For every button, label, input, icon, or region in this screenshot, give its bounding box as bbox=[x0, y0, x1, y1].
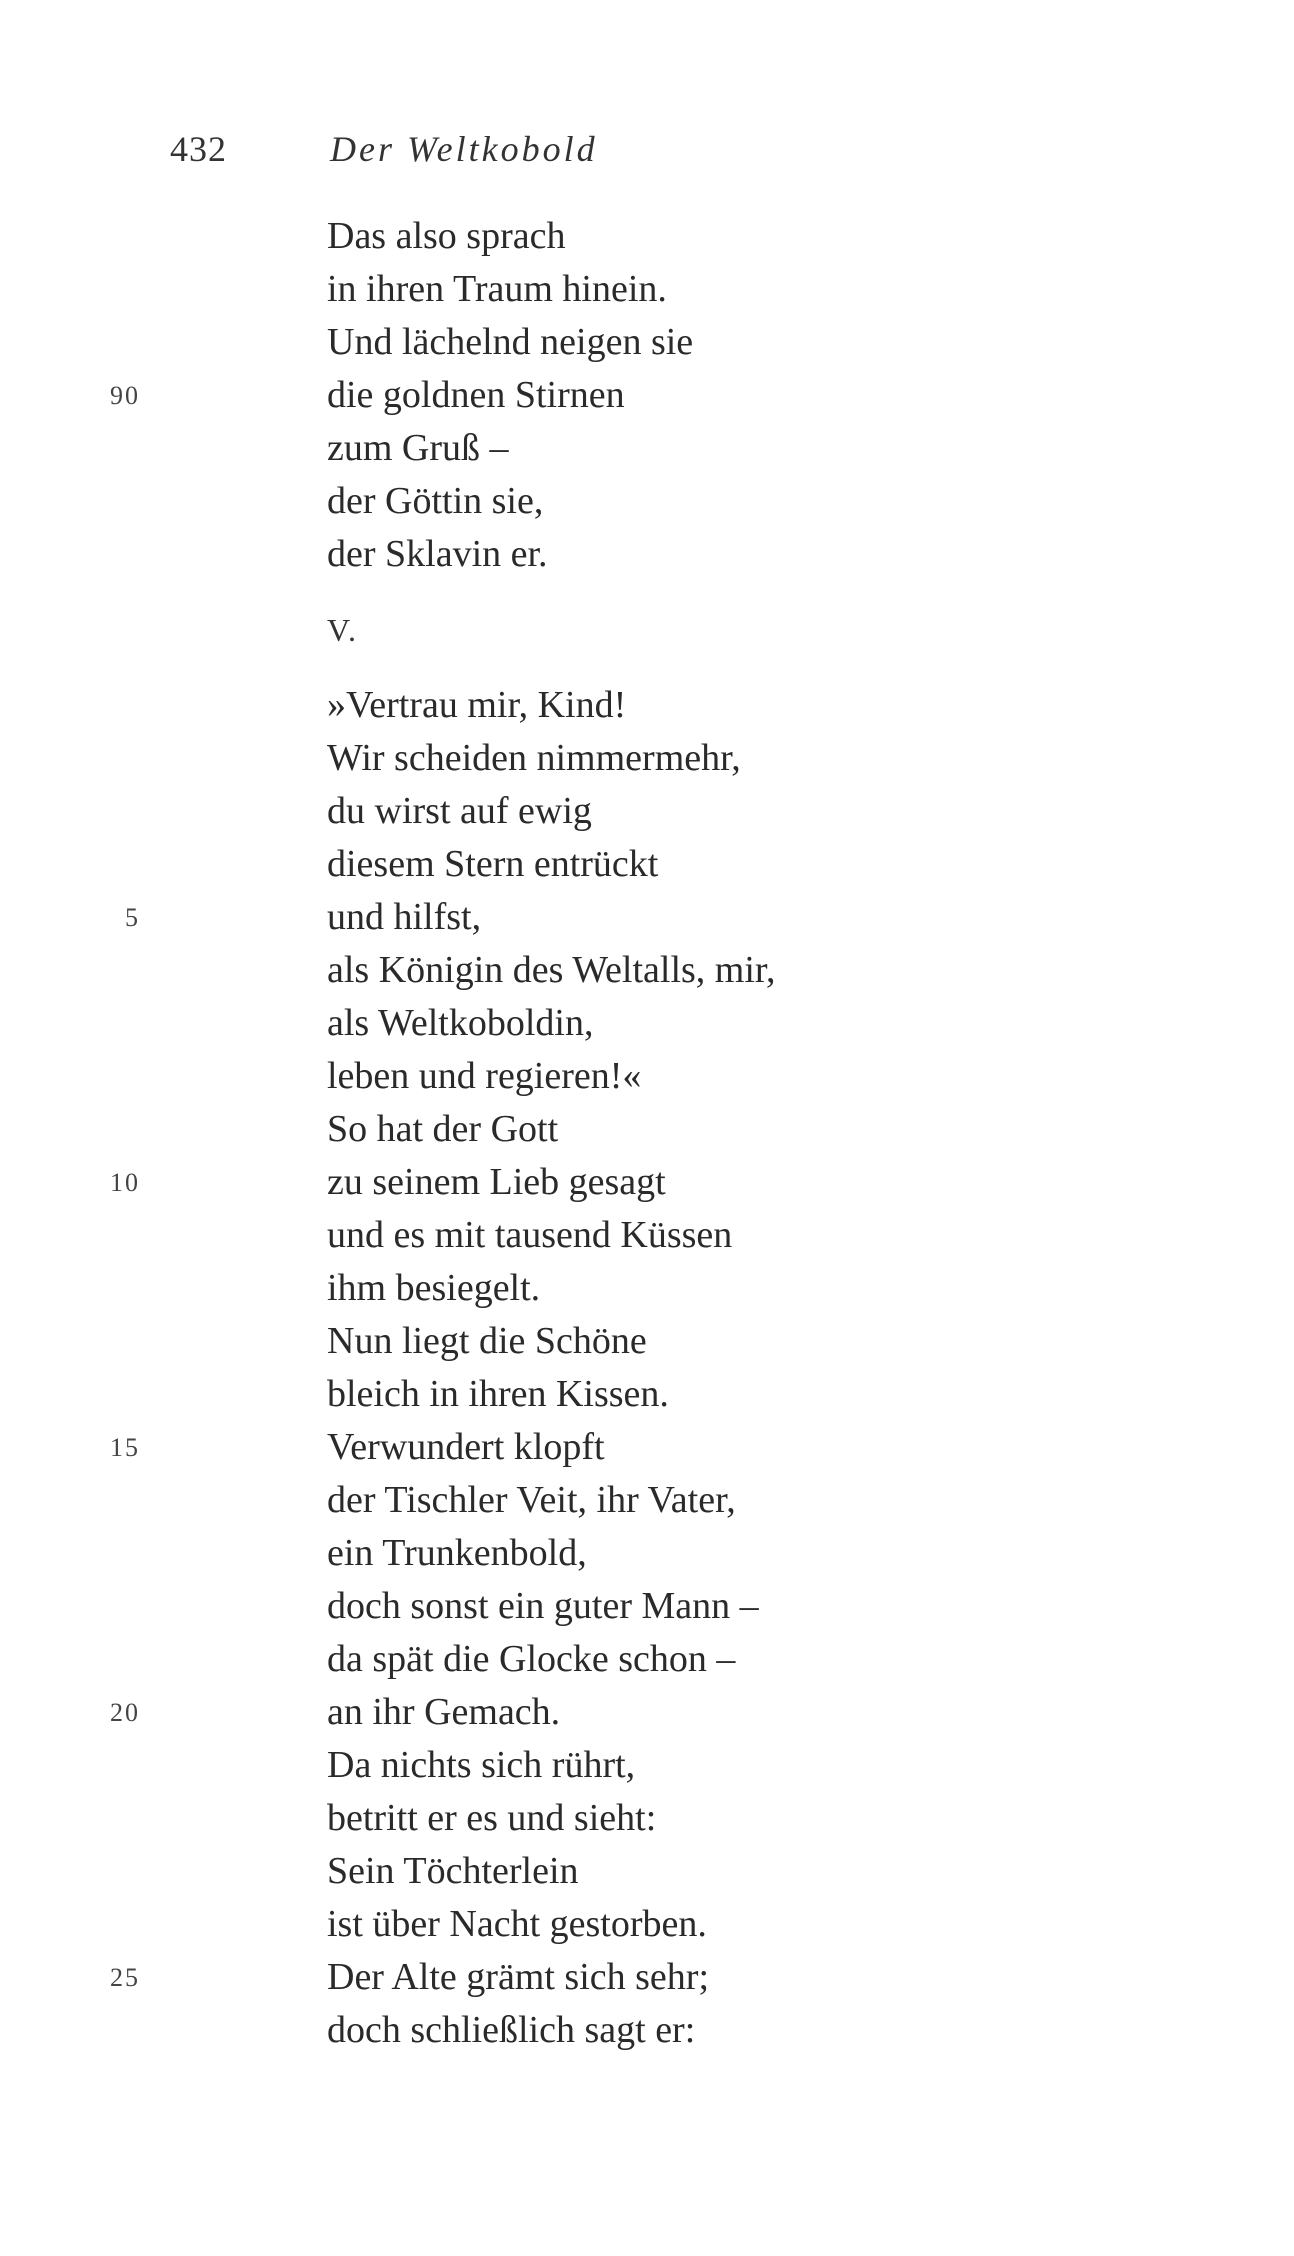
verse-line bbox=[0, 2004, 1294, 2057]
verse-line bbox=[0, 369, 1294, 422]
verse-text: ihm besiegelt. bbox=[327, 1267, 541, 1309]
verse-text: an ihr Gemach. bbox=[327, 1691, 561, 1733]
verse-text: der Sklavin er. bbox=[327, 533, 548, 575]
verse-line bbox=[0, 732, 1294, 785]
verse-text: der Tischler Veit, ihr Vater, bbox=[327, 1479, 736, 1521]
verse-text: als Weltkoboldin, bbox=[327, 1002, 594, 1044]
verse-text: die goldnen Stirnen bbox=[327, 374, 625, 416]
verse-text: ein Trunkenbold, bbox=[327, 1532, 587, 1574]
verse-line bbox=[0, 1209, 1294, 1262]
verse-line bbox=[0, 1421, 1294, 1474]
verse-text: und es mit tausend Küssen bbox=[327, 1214, 733, 1256]
verse-text: diesem Stern entrückt bbox=[327, 843, 659, 885]
verse-line bbox=[0, 1951, 1294, 2004]
verse-text: »Vertrau mir, Kind! bbox=[327, 684, 627, 726]
verse-text: betritt er es und sieht: bbox=[327, 1797, 657, 1839]
verse-line bbox=[0, 1156, 1294, 1209]
verse-line bbox=[0, 679, 1294, 732]
verse-line bbox=[0, 997, 1294, 1050]
verse-line bbox=[0, 1580, 1294, 1633]
verse-text: zum Gruß – bbox=[327, 427, 509, 469]
verse-line bbox=[0, 944, 1294, 997]
verse-text: doch sonst ein guter Mann – bbox=[327, 1585, 759, 1627]
line-number: 90 bbox=[110, 381, 140, 410]
verse-line bbox=[0, 1368, 1294, 1421]
verse-line bbox=[0, 210, 1294, 263]
verse-text: bleich in ihren Kissen. bbox=[327, 1373, 669, 1415]
verse-line bbox=[0, 1845, 1294, 1898]
running-head bbox=[0, 128, 1294, 188]
verse-text: ist über Nacht gestorben. bbox=[327, 1903, 707, 1945]
verse-text: der Göttin sie, bbox=[327, 480, 544, 522]
verse-text: Da nichts sich rührt, bbox=[327, 1744, 636, 1786]
verse-line bbox=[0, 1633, 1294, 1686]
verse-block-v bbox=[0, 679, 1294, 2057]
verse-text: Sein Töchterlein bbox=[327, 1850, 579, 1892]
verse-text: da spät die Glocke schon – bbox=[327, 1638, 736, 1680]
verse-line bbox=[0, 838, 1294, 891]
verse-text: Der Alte grämt sich sehr; bbox=[327, 1956, 710, 1998]
line-number: 25 bbox=[110, 1963, 140, 1992]
verse-text: in ihren Traum hinein. bbox=[327, 268, 667, 310]
verse-line bbox=[0, 1474, 1294, 1527]
verse-line bbox=[0, 263, 1294, 316]
verse-text: Nun liegt die Schöne bbox=[327, 1320, 647, 1362]
verse-line bbox=[0, 1315, 1294, 1368]
verse-text: Wir scheiden nimmermehr, bbox=[327, 737, 741, 779]
verse-line bbox=[0, 1898, 1294, 1951]
verse-line bbox=[0, 475, 1294, 528]
verse-line bbox=[0, 785, 1294, 838]
verse-line bbox=[0, 1792, 1294, 1845]
verse-text: und hilfst, bbox=[327, 896, 482, 938]
line-number: 20 bbox=[110, 1698, 140, 1727]
verse-text: Und lächelnd neigen sie bbox=[327, 321, 694, 363]
verse-line bbox=[0, 422, 1294, 475]
section-heading: V. bbox=[327, 612, 358, 648]
verse-text: Das also sprach bbox=[327, 215, 566, 257]
verse-text: So hat der Gott bbox=[327, 1108, 559, 1150]
verse-line bbox=[0, 1050, 1294, 1103]
verse-text: zu seinem Lieb gesagt bbox=[327, 1161, 666, 1203]
line-number: 10 bbox=[110, 1168, 140, 1197]
verse-text: du wirst auf ewig bbox=[327, 790, 592, 832]
verse-text: als Königin des Weltalls, mir, bbox=[327, 949, 776, 991]
verse-line bbox=[0, 1262, 1294, 1315]
running-title: Der Weltkobold bbox=[330, 129, 598, 169]
verse-line bbox=[0, 1686, 1294, 1739]
verse-text: Verwundert klopft bbox=[327, 1426, 605, 1468]
verse-line bbox=[0, 528, 1294, 581]
verse-line bbox=[0, 316, 1294, 369]
verse-line bbox=[0, 1103, 1294, 1156]
verse-text: leben und regieren!« bbox=[327, 1055, 642, 1097]
verse-line bbox=[0, 1527, 1294, 1580]
verse-line bbox=[0, 891, 1294, 944]
page-number: 432 bbox=[170, 129, 227, 169]
line-number: 5 bbox=[125, 903, 140, 932]
verse-block-iv-end bbox=[0, 210, 1294, 581]
verse-line bbox=[0, 1739, 1294, 1792]
verse-text: doch schließlich sagt er: bbox=[327, 2009, 696, 2051]
line-number: 15 bbox=[110, 1433, 140, 1462]
